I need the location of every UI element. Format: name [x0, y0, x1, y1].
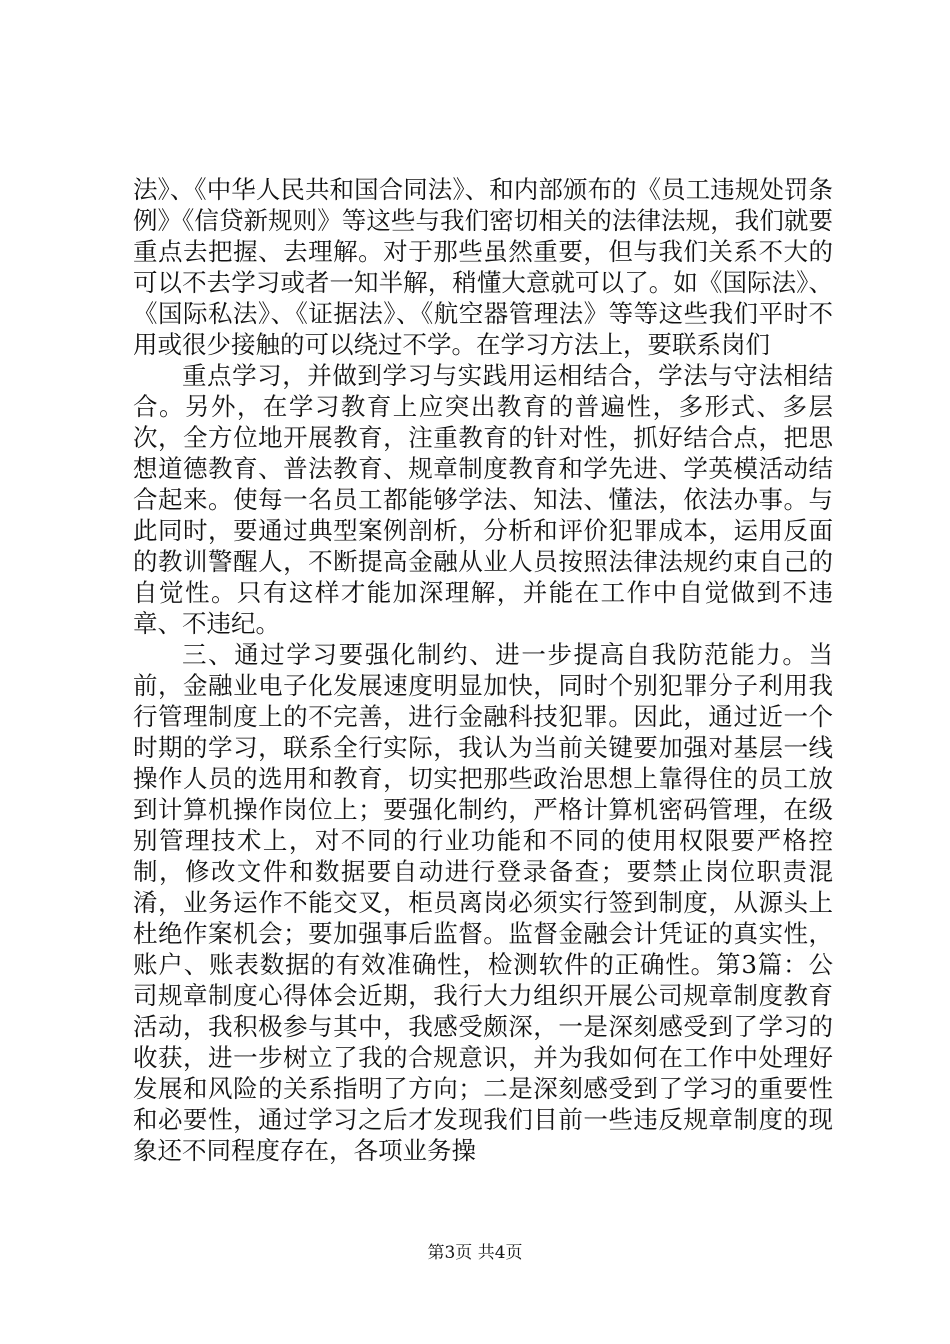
paragraph-2: 重点学习，并做到学习与实践用运相结合，学法与守法相结合。另外，在学习教育上应突出教育的普遍性，多形式、多层次，全方位地开展教育，注重教育的针对性，抓好结合点，把思想道德教育、普法教育、规章制度教育和学先进、学英模活动结合起来。使每一名员工都能够学法、知法、懂法，依法办事。与此同时，要通过典型案例剖析，分析和评价犯罪成本，运用反面的教训警醒人，不断提高金融从业人员按照法律法规约束自己的自觉性。只有这样才能加深理解，并能在工作中自觉做到不违章、不违纪。 — [133, 361, 833, 638]
paragraph-3: 三、通过学习要强化制约、进一步提高自我防范能力。当前，金融业电子化发展速度明显加快，同时个别犯罪分子利用我行管理制度上的不完善，进行金融科技犯罪。因此，通过近一个时期的学习，联系全行实际，我认为当前关键要加强对基层一线操作人员的选用和教育，切实把那些政治思想上靠得住的员工放到计算机操作岗位上；要强化制约，严格计算机密码管理，在级别管理技术上，对不同的行业功能和不同的使用权限要严格控制，修改文件和数据要自动进行登录备查；要禁止岗位职责混淆，业务运作不能交叉，柜员离岗必须实行签到制度，从源头上杜绝作案机会；要加强事后监督。监督金融会计凭证的真实性，账户、账表数据的有效准确性，检测软件的正确性。第3篇：公司规章制度心得体会近期，我行大力组织开展公司规章制度教育活动，我积极参与其中，我感受颇深，一是深刻感受到了学习的收获，进一步树立了我的合规意识，并为我如何在工作中处理好发展和风险的关系指明了方向；二是深刻感受到了学习的重要性和必要性，通过学习之后才发现我们目前一些违反规章制度的现象还不同程度存在，各项业务操 — [133, 640, 833, 1165]
paragraph-1: 法》、《中华人民共和国合同法》、和内部颁布的《员工违规处罚条例》《信贷新规则》等这些与我们密切相关的法律法规，我们就要重点去把握、去理解。对于那些虽然重要，但与我们关系不大的可以不去学习或者一知半解，稍懂大意就可以了。如《国际法》、《国际私法》、《证据法》、《航空器管理法》等等这些我们平时不用或很少接触的可以绕过不学。在学习方法上，要联系岗们 — [133, 175, 833, 359]
document-body — [133, 174, 833, 1166]
page-number-footer: 第3页 共4页 — [427, 1243, 523, 1263]
